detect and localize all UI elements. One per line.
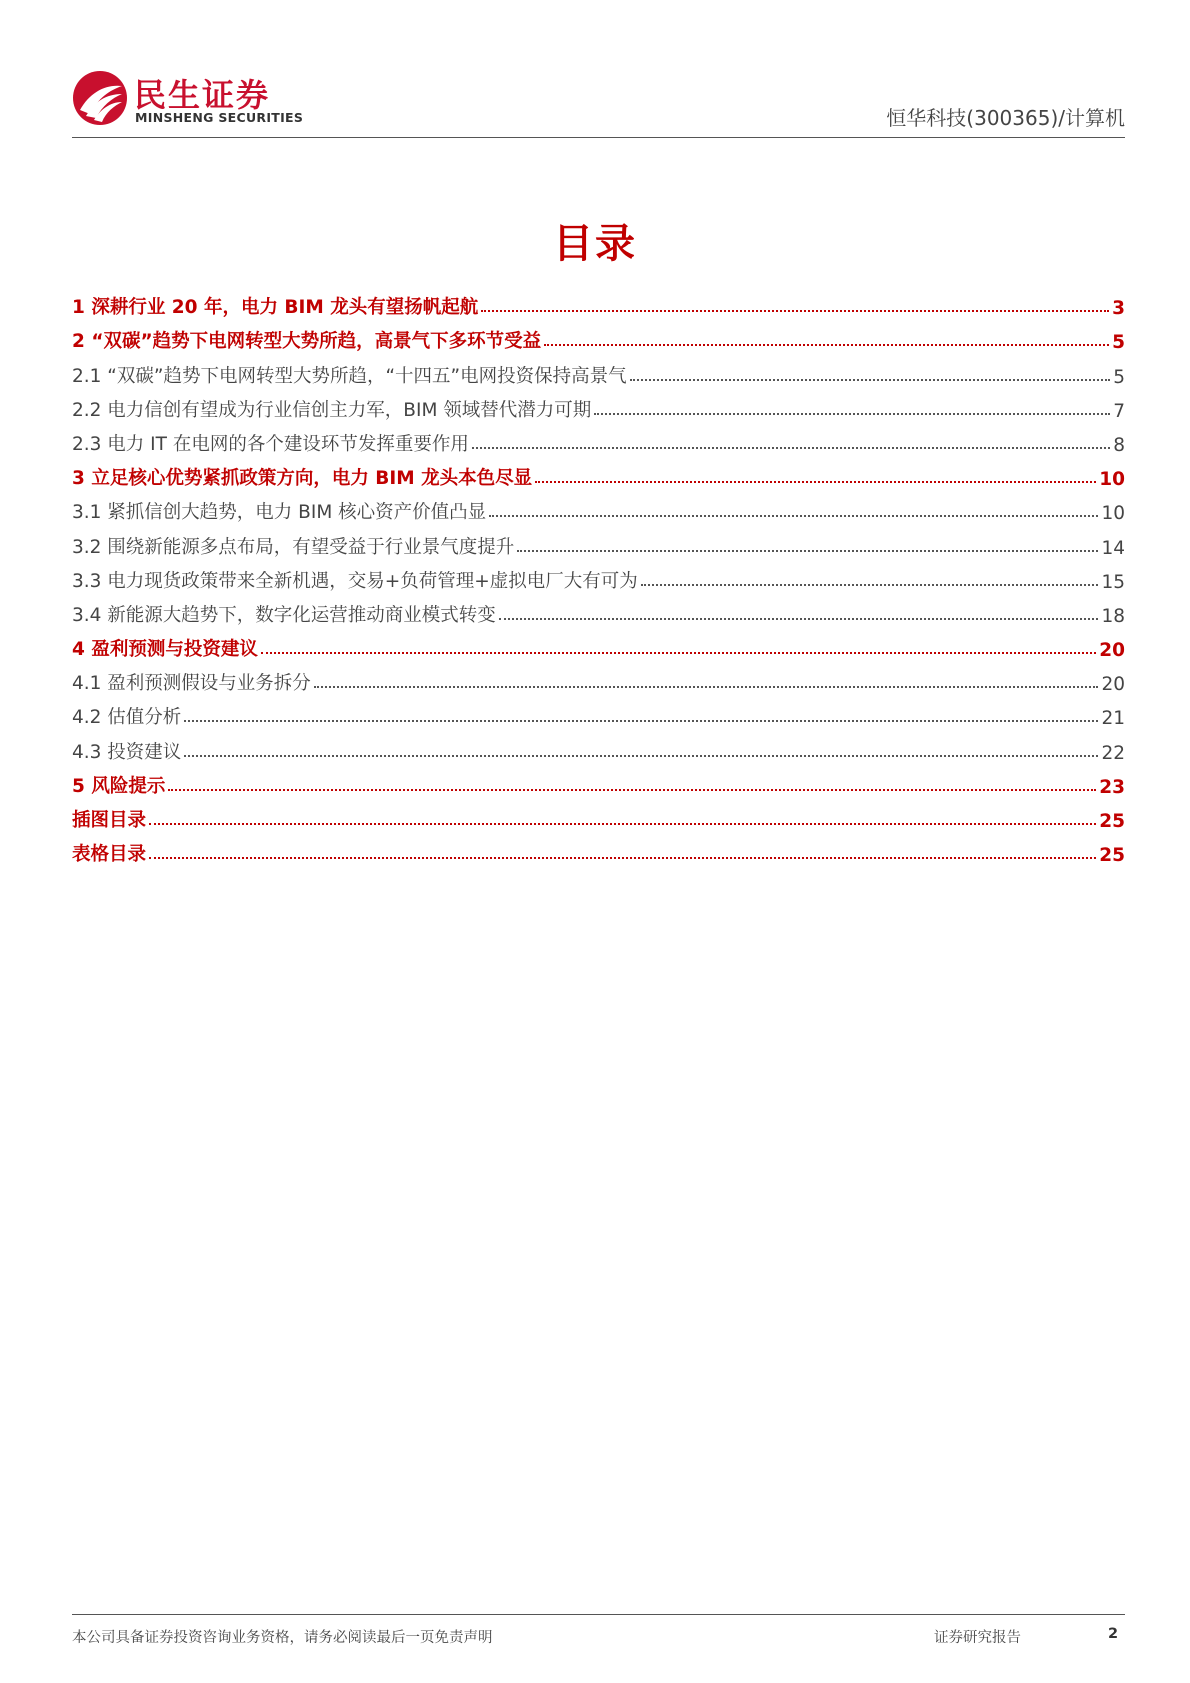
toc-entry[interactable] bbox=[72, 764, 1125, 798]
footer-report-type: 证券研究报告 bbox=[934, 1630, 1021, 1646]
toc-entry-title: 4.2 估值分析 bbox=[72, 707, 182, 729]
toc-entry[interactable] bbox=[72, 285, 1125, 319]
toc-entry-page: 15 bbox=[1101, 571, 1125, 593]
toc-entry-title: 4 盈利预测与投资建议 bbox=[72, 639, 258, 661]
toc-entry[interactable] bbox=[72, 353, 1125, 387]
minsheng-logo-icon bbox=[72, 70, 128, 126]
toc-leader-dots bbox=[594, 413, 1110, 415]
toc-entry-title: 5 风险提示 bbox=[72, 775, 166, 797]
toc-leader-dots bbox=[314, 686, 1099, 688]
toc-entry[interactable] bbox=[72, 832, 1125, 866]
toc-entry-title: 2 “双碳”趋势下电网转型大势所趋，高景气下多环节受益 bbox=[72, 331, 542, 353]
toc-entry-title: 3.3 电力现货政策带来全新机遇，交易+负荷管理+虚拟电厂大有可为 bbox=[72, 570, 638, 592]
toc-entry-page: 25 bbox=[1099, 845, 1125, 867]
toc-entry-title: 3.2 围绕新能源多点布局，有望受益于行业景气度提升 bbox=[72, 536, 515, 558]
table-of-contents bbox=[72, 285, 1125, 866]
toc-entry-page: 3 bbox=[1112, 298, 1125, 320]
toc-entry[interactable] bbox=[72, 695, 1125, 729]
toc-leader-dots bbox=[472, 447, 1110, 449]
toc-entry-title: 插图目录 bbox=[72, 810, 147, 831]
toc-entry-title: 4.1 盈利预测假设与业务拆分 bbox=[72, 673, 311, 695]
toc-entry[interactable] bbox=[72, 559, 1125, 593]
toc-entry-title: 4.3 投资建议 bbox=[72, 741, 182, 763]
toc-entry[interactable] bbox=[72, 729, 1125, 763]
toc-leader-dots bbox=[517, 550, 1098, 552]
toc-leader-dots bbox=[168, 789, 1096, 791]
toc-title: 目录 bbox=[553, 221, 637, 267]
minsheng-logo bbox=[72, 70, 332, 132]
footer-page-number: 2 bbox=[1108, 1626, 1119, 1642]
toc-leader-dots bbox=[535, 481, 1096, 483]
toc-entry-page: 22 bbox=[1101, 742, 1125, 764]
toc-entry-page: 20 bbox=[1101, 674, 1125, 696]
toc-entry[interactable] bbox=[72, 319, 1125, 353]
toc-entry-page: 7 bbox=[1113, 400, 1125, 422]
toc-entry-title: 2.1 “双碳”趋势下电网转型大势所趋，“十四五”电网投资保持高景气 bbox=[72, 365, 627, 387]
toc-leader-dots bbox=[184, 755, 1098, 757]
toc-leader-dots bbox=[149, 823, 1096, 825]
toc-entry-page: 18 bbox=[1101, 605, 1125, 627]
toc-entry[interactable] bbox=[72, 422, 1125, 456]
toc-entry-page: 14 bbox=[1101, 537, 1125, 559]
toc-entry-title: 2.3 电力 IT 在电网的各个建设环节发挥重要作用 bbox=[72, 433, 469, 455]
toc-entry[interactable] bbox=[72, 456, 1125, 490]
toc-entry-title: 3.1 紧抓信创大趋势，电力 BIM 核心资产价值凸显 bbox=[72, 502, 487, 524]
toc-leader-dots bbox=[261, 652, 1096, 654]
logo-english-name: MINSHENG SECURITIES bbox=[135, 110, 304, 125]
toc-leader-dots bbox=[481, 310, 1109, 312]
toc-entry-page: 10 bbox=[1101, 503, 1125, 525]
toc-entry-page: 25 bbox=[1099, 811, 1125, 832]
header-divider bbox=[72, 137, 1125, 138]
toc-entry-title: 2.2 电力信创有望成为行业信创主力军，BIM 领域替代潜力可期 bbox=[72, 399, 592, 421]
toc-entry-title: 3.4 新能源大趋势下，数字化运营推动商业模式转变 bbox=[72, 604, 496, 626]
doc-subject: 恒华科技(300365)/计算机 bbox=[886, 106, 1125, 130]
toc-leader-dots bbox=[499, 618, 1099, 620]
toc-entry-page: 8 bbox=[1113, 434, 1125, 456]
toc-entry[interactable] bbox=[72, 798, 1125, 832]
toc-entry-page: 21 bbox=[1101, 708, 1125, 730]
toc-entry-page: 10 bbox=[1099, 469, 1125, 491]
toc-entry-title: 3 立足核心优势紧抓政策方向，电力 BIM 龙头本色尽显 bbox=[72, 468, 533, 490]
toc-entry[interactable] bbox=[72, 627, 1125, 661]
toc-entry-title: 表格目录 bbox=[72, 844, 147, 866]
toc-leader-dots bbox=[149, 857, 1096, 859]
toc-leader-dots bbox=[489, 515, 1098, 517]
toc-entry[interactable] bbox=[72, 490, 1125, 524]
toc-entry[interactable] bbox=[72, 661, 1125, 695]
toc-entry-page: 20 bbox=[1099, 640, 1125, 662]
toc-entry-page: 5 bbox=[1112, 332, 1125, 354]
toc-leader-dots bbox=[544, 344, 1109, 346]
footer-disclaimer: 本公司具备证券投资咨询业务资格，请务必阅读最后一页免责声明 bbox=[72, 1630, 493, 1646]
toc-entry-page: 23 bbox=[1099, 776, 1125, 798]
footer-divider bbox=[72, 1614, 1125, 1615]
toc-leader-dots bbox=[184, 720, 1098, 722]
toc-leader-dots bbox=[641, 584, 1099, 586]
toc-entry[interactable] bbox=[72, 524, 1125, 558]
toc-entry-title: 1 深耕行业 20 年，电力 BIM 龙头有望扬帆起航 bbox=[72, 297, 479, 319]
toc-entry-page: 5 bbox=[1113, 366, 1125, 388]
toc-entry[interactable] bbox=[72, 388, 1125, 422]
page-header bbox=[72, 60, 1125, 138]
logo-chinese-name: 民生证券 bbox=[134, 76, 271, 114]
toc-leader-dots bbox=[630, 379, 1111, 381]
toc-entry[interactable] bbox=[72, 593, 1125, 627]
